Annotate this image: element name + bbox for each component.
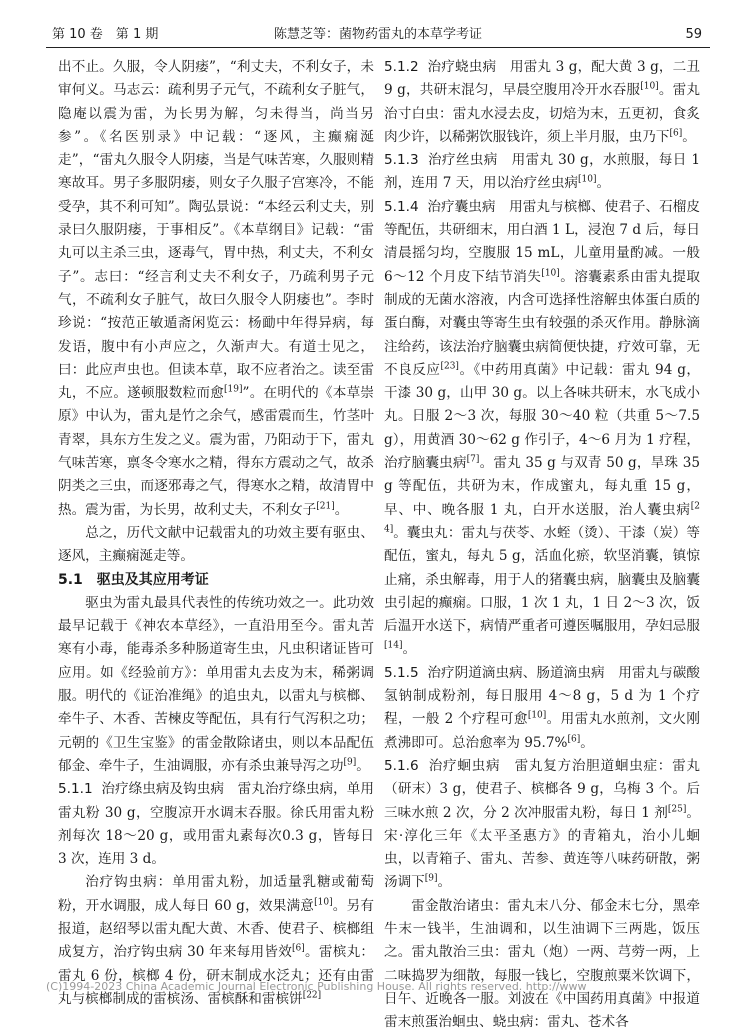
right-column [384, 56, 701, 1031]
hookworm-paragraph: 治疗钩虫病：单用雷丸粉，加适量乳糖或葡萄粉，开水调服，成人每日 60 g，效果满意[10]。另有报道，赵绍琴以雷丸配大黄、木香、使君子、槟榔组成复方，治疗钩虫病 30 年来每用皆效[6]。雷槟丸：雷丸 6 份，槟榔 4 份，研末制成水泛丸；还有由雷丸与槟榔制成的雷槟汤、雷槟酥和雷槟饼[22] [58, 874, 375, 1007]
final-paragraph: 雷金散治诸虫：雷丸末八分、郁金末七分，黑牵牛末一钱半，生油调和，以生油调下三两匙，饭压之。雷丸散治三虫：雷丸（炮）一两、芎䓖一两，上二味捣罗为细散，每服一钱匕，空腹煎粟米饮调下，日午、近晚各一服。刘波在《中国药用真菌》中报道雷末煎蛋治蛔虫、蛲虫病：雷丸、苍术各 [384, 897, 700, 1031]
journal-volume-issue: 第 10 卷 第 1 期 [52, 27, 159, 42]
subsection-5-1-1: 5.1.1 治疗绦虫病及钩虫病 雷丸治疗绦虫病，单用雷丸粉 30 g，空腹凉开水调末吞服。徐氏用雷丸粉剂每次 18～20 g，或用雷丸素每次0.3 g，皆每日 3 次，连用 3 d。 [58, 781, 374, 868]
subsection-5-1-3: 5.1.3 治疗丝虫病 用雷丸 30 g，水煎服，每日 1 剂，连用 7 天，用以治疗丝虫病[10]。 [384, 152, 700, 192]
summary-paragraph: 总之，历代文献中记载雷丸的功效主要有驱虫、逐风，主癫痫涎走等。 [58, 524, 374, 565]
page-header [46, 25, 710, 48]
section-paragraph: 驱虫为雷丸最具代表性的传统功效之一。此功效最早记载于《神农本草经》，一直沿用至今。雷丸苦寒有小毒，能毒杀多种肠道寄生虫，凡虫积诸证皆可应用。如《经验前方》：单用雷丸去皮为末，稀粥调服。明代的《证治准绳》的追虫丸，以雷丸与槟榔、牵牛子、木香、苦楝皮等配伍，具有行气泻积之功；元朝的《卫生宝鉴》的雷金散除诸虫，则以本品配伍郁金、牵牛子，生油调服，亦有杀虫兼导泻之功[9]。 [58, 594, 374, 774]
subsection-5-1-6: 5.1.6 治疗蛔虫病 雷丸复方治胆道蛔虫症：雷丸（研末）3 g，使君子、槟榔各 9 g，乌梅 3 个。后三味水煎 2 次，分 2 次冲服雷丸粉，每日 1 剂[25]。宋·淳化三年《太平圣惠方》的青箱丸，治小儿蛔虫，以青箱子、雷丸、苦参、黄连等八味药研散，粥汤调下[9]。 [384, 757, 701, 891]
page-number: 59 [685, 27, 702, 42]
section-heading: 5.1 驱虫及其应用考证 [58, 571, 209, 588]
copyright-footer: (C)1994-2023 China Academic Journal Electronic Publishing House. All rights reserved. http://www [46, 980, 587, 993]
subsection-5-1-4: 5.1.4 治疗囊虫病 用雷丸与槟榔、使君子、石榴皮等配伍，共研细末，用白酒 1 L，浸泡 7 d 后，每日清晨摇匀均，空腹服 15 mL，儿童用量酌减。一般 6～12 个月皮下结节消失[10]。溶囊素系由雷丸提取制成的无菌水溶液，内含可选择性溶解虫体蛋白质的蛋白酶，对囊虫等寄生虫有较强的杀灭作用。静脉滴注给药，该法治疗脑囊虫病简便快捷，疗效可靠，无不良反应[23]。《中药用真菌》中记载：雷丸 94 g，干漆 30 g，山甲 30 g。以上各味共研末，水飞成小丸。日服 2～3 次，每服 30～40 粒（共重 5～7.5 g），用黄酒 30～62 g 作引子，4～6 月为 1 疗程，治疗脑囊虫病[7]。雷丸 35 g 与双青 50 g，旱珠 35 g 等配伍，共研为末，作成蜜丸，每丸重 15 g，早、中、晚各服 1 丸，白开水送服，治人囊虫病[24]。囊虫丸：雷丸与茯苓、水蛭（烫）、干漆（炭）等配伍，蜜丸，每丸 5 g，活血化瘀，软坚消囊，镇惊止痛，杀虫解毒，用于人的猪囊虫病，脑囊虫及脑囊虫引起的癫痫。口服，1 次 1 丸，1 日 2～3 次，饭后温开水送下，病情严重者可遵医嘱服用，孕妇忌服[14]。 [384, 198, 701, 658]
subsection-number: 5.1.1 [58, 781, 93, 798]
subsection-5-1-5: 5.1.5 治疗阴道滴虫病、肠道滴虫病 用雷丸与碳酸氢钠制成粉剂，每日服用 4～8 g，5 d 为 1 个疗程，一般 2 个疗程可愈[10]。用雷丸水煎剂，文火刚煮沸即可。总治愈率为 95.7%[6]。 [384, 664, 700, 751]
intro-paragraph: 出不止。久服，令人阴痿”，“利丈夫，不利女子，未审何义。马志云：疏利男子元气，不疏利女子脏气，隐庵以震为雷，为长男为解，匀未得当，尚当另参”。《名医别录》中记载：“逐风，主癫痫涎走”，“雷丸久服令人阴痿，当是气味苦寒，久服则精寒故耳。男子多服阴痿，则女子久服子宫寒冷，不能受孕，其不利可知”。陶弘景说：“本经云利丈夫，别录曰久服阴痿，于事相反”。《本草纲目》记载：“雷丸可以主杀三虫，逐毒气，胃中热，利丈夫，不利女子”。志曰：“经言利丈夫不利女子，乃疏利男子元气，不疏利女子脏气，故曰久服令人阴痿也”。李时珍说：“按范正敏遁斋闲览云：杨勔中年得异病，每发语，腹中有小声应之，久渐声大。有道士见之，曰：此应声虫也。但读本草，取不应者治之。读至雷丸，不应。遂顿服数粒而愈[19]”。在明代的《本草崇原》中认为，雷丸是竹之余气，感雷震而生，竹茎叶青翠，具东方生发之义。震为雷，乃阳动于下，雷丸气味苦寒，禀冬令寒水之精，得东方震动之气，故杀阴类之三虫，而逐邪毒之气，得寒水之精，故清胃中热。震为雷，为长男，故利丈夫，不利女子[21]。 [58, 59, 375, 518]
subsection-5-1-2: 5.1.2 治疗蛲虫病 用雷丸 3 g，配大黄 3 g，二丑 9 g，共研末混匀，早晨空腹用冷开水吞服[10]。雷丸治寸白虫：雷丸水浸去皮，切焙为末，五更初，食炙肉少许，以稀粥饮服钱许，须上半月服，虫乃下[6]。 [384, 59, 701, 145]
subsection-title: 治疗绦虫病及钩虫病 [101, 781, 225, 798]
running-title: 陈慧芝等：菌物药雷丸的本草学考证 [273, 27, 482, 42]
